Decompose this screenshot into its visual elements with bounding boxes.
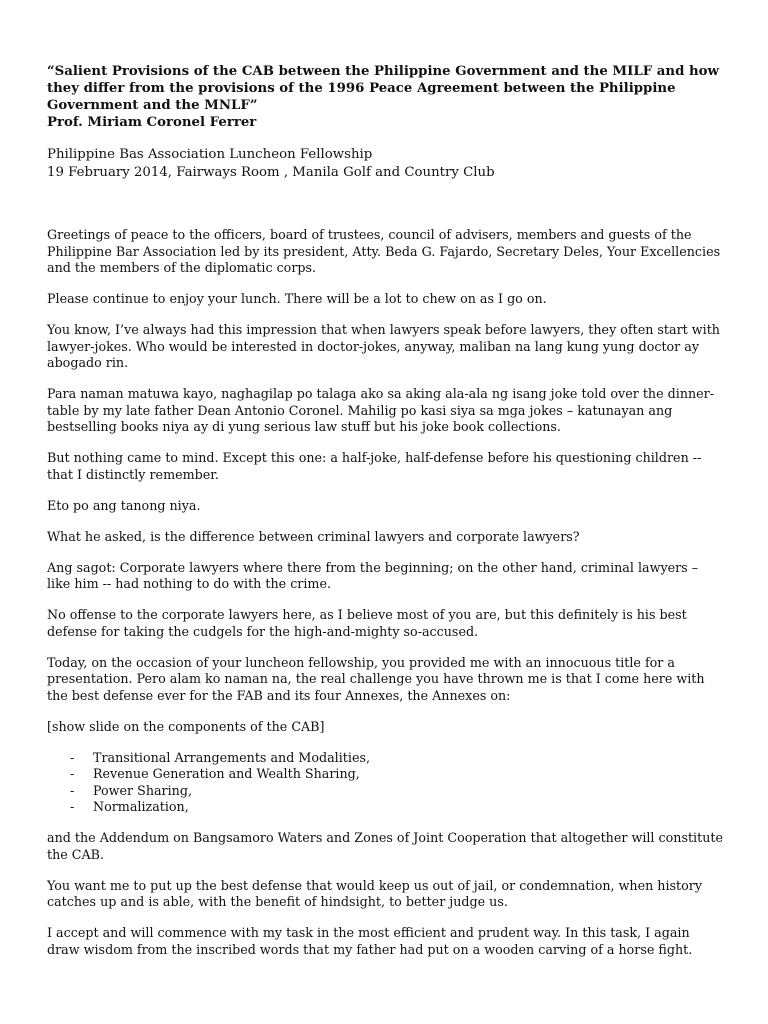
title-text: “Salient Provisions of the CAB between the Philippine Government and the MILF and how they differ from the provisions of the 1996 Peace Agreement between the Philippine Government and the MNLF” — [47, 64, 719, 113]
list-item-text: Revenue Generation and Wealth Sharing, — [93, 766, 360, 781]
paragraph: Ang sagot: Corporate lawyers where there from the beginning; on the other hand, criminal lawyers – like him -- had nothing to do with the crime. — [47, 559, 699, 591]
list-item — [47, 799, 723, 816]
paragraph: No offense to the corporate lawyers here, as I believe most of you are, but this definitely is his best defense for taking the cudgels for the high-and-mighty so-accused. — [47, 607, 687, 639]
list-item — [47, 783, 723, 800]
paragraph: Please continue to enjoy your lunch. There will be a lot to chew on as I go on. — [47, 291, 547, 306]
event-name: Philippine Bas Association Luncheon Fellowship — [47, 147, 373, 162]
paragraph: What he asked, is the difference between criminal lawyers and corporate lawyers? — [47, 528, 580, 544]
list-dash: - — [70, 766, 75, 781]
list-dash: - — [70, 799, 75, 814]
slide-note: [show slide on the components of the CAB] — [47, 718, 325, 734]
paragraph: Today, on the occasion of your luncheon fellowship, you provided me with an innocuous title for a presentation. Pero alam ko naman na, the real challenge you have thrown me is that I come here with the best defense ever for the FAB and its four Annexes, the Annexes on: — [47, 654, 705, 703]
paragraph: You know, I’ve always had this impression that when lawyers speak before lawyers, they often start with lawyer-jokes. Who would be interested in doctor-jokes, anyway, maliban na lang kung yung doctor ay abogado rin. — [47, 322, 720, 370]
paragraph: and the Addendum on Bangsamoro Waters and Zones of Joint Cooperation that altogether will constitute the CAB. — [47, 830, 723, 862]
paragraph: I accept and will commence with my task in the most efficient and prudent way. In this task, I again draw wisdom from the inscribed words that my father had put on a wooden carving of a horse fight. — [47, 925, 693, 957]
document-title — [47, 63, 727, 131]
event-info — [47, 146, 727, 182]
annex-list — [47, 750, 723, 816]
list-dash: - — [70, 782, 75, 798]
list-item — [47, 750, 723, 767]
list-item-text: Normalization, — [93, 799, 189, 814]
list-item-text: Power Sharing, — [93, 782, 193, 798]
paragraph: You want me to put up the best defense that would keep us out of jail, or condemnation, when history catches up and is able, with the benefit of hindsight, to better judge us. — [47, 877, 703, 909]
list-item-text: Transitional Arrangements and Modalities, — [93, 749, 370, 765]
author-name: Prof. Miriam Coronel Ferrer — [47, 115, 257, 130]
event-date-place: 19 February 2014, Fairways Room , Manila Golf and Country Club — [47, 165, 495, 180]
list-dash: - — [70, 749, 75, 765]
paragraph: But nothing came to mind. Except this one: a half-joke, half-defense before his questioning children --that I distinctly remember. — [47, 450, 702, 482]
paragraph: Eto po ang tanong niya. — [47, 497, 201, 513]
paragraph: Greetings of peace to the officers, board of trustees, council of advisers, members and guests of the Philippine Bar Association led by its president, Atty. Beda G. Fajardo, Secretary Deles, Your Excellencies and the members of the diplomatic corps. — [47, 227, 721, 275]
list-item — [47, 766, 723, 783]
paragraph: Para naman matuwa kayo, naghagilap po talaga ako sa aking ala-ala ng isang joke told over the dinner-table by my late father Dean Antonio Coronel. Mahilig po kasi siya sa mga jokes – katunayan ang bestselling books niya ay di yung serious law stuff but his joke book collections. — [47, 386, 715, 434]
speech-body — [47, 227, 723, 973]
